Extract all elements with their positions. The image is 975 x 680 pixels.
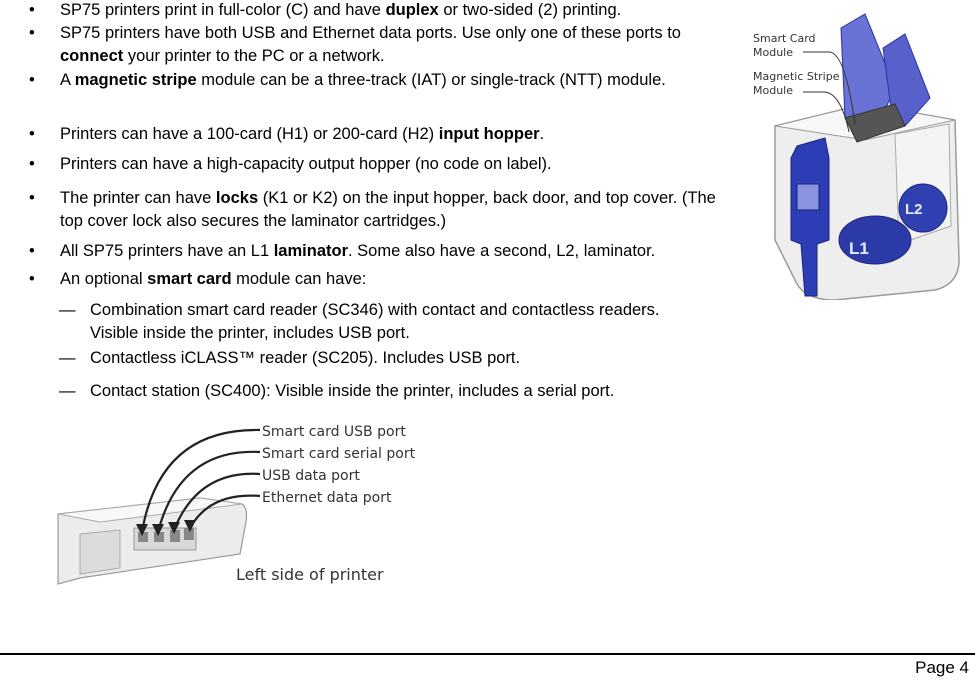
smart-card-label-line1: Smart Card (753, 32, 816, 45)
l1-label: L1 (849, 239, 869, 258)
footer-rule (0, 653, 975, 655)
bullet-dot: • (29, 24, 35, 42)
printer-figure (745, 8, 970, 300)
bullet-dot: • (29, 71, 35, 89)
bullet-dot: • (29, 189, 35, 207)
dash-mark: — (59, 349, 76, 367)
port-label: Ethernet data port (262, 490, 392, 506)
smart-card-label-line2: Module (753, 46, 793, 59)
bullet-dot: • (29, 270, 35, 288)
dash-mark: — (59, 301, 76, 319)
bullet-dot: • (29, 242, 35, 260)
bullet-dot: • (29, 1, 35, 19)
ports-figure (50, 418, 450, 593)
bullet-dot: • (29, 125, 35, 143)
ports-caption: Left side of printer (236, 565, 384, 584)
port-label: Smart card USB port (262, 424, 406, 440)
port-label: USB data port (262, 468, 360, 484)
page-number: Page 4 (915, 658, 969, 677)
mag-stripe-label-line1: Magnetic Stripe (753, 70, 840, 83)
dash-mark: — (59, 382, 76, 400)
l2-label: L2 (905, 201, 923, 218)
bullet-dot: • (29, 155, 35, 173)
port-label: Smart card serial port (262, 446, 416, 462)
mag-stripe-label-line2: Module (753, 84, 793, 97)
